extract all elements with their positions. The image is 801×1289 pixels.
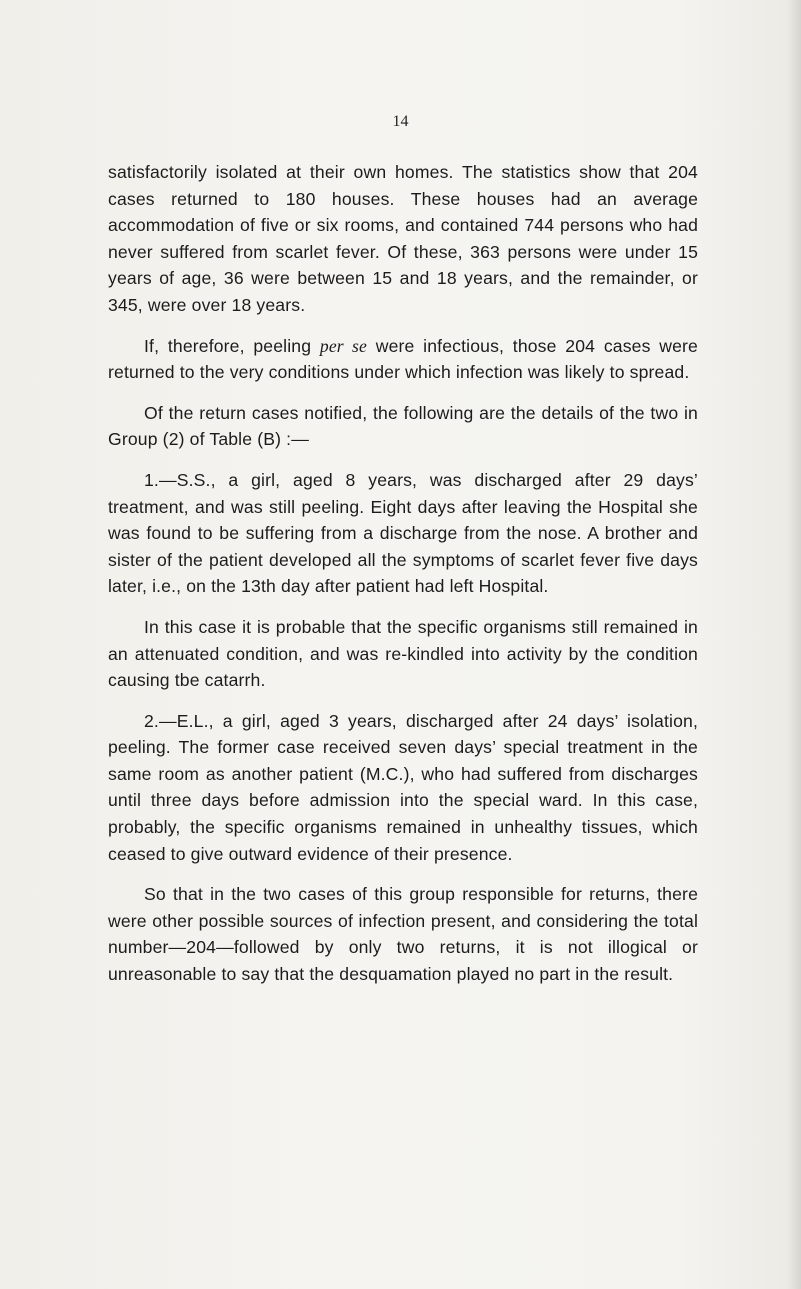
paragraph-case-2: 2.—E.L., a girl, aged 3 years, discharged after 24 days’ isolation, peeling. The former case received seven days’ special treatment in the same room as another patient (M.C.), who had suffered from discharges until three days before admission into the special ward. In this case, probably, the specific organisms remained in unhealthy tissues, which ceased to give outward evidence of their presence. xyxy=(108,710,698,864)
page-edge-shadow xyxy=(787,0,801,1289)
latin-emphasis: per se xyxy=(319,335,367,356)
paragraph-text-part: If, therefore, peeling xyxy=(144,335,320,356)
paragraph-case-1: 1.—S.S., a girl, aged 8 years, was discharged after 29 days’ treatment, and was still peeling. Eight days after leaving the Hospital she was found to be suffering from a discharge from the nose. A brother and sister of the patient developed all the symptoms of scarlet fever five days later, i.e., on the 13th day after patient had left Hospital. xyxy=(108,469,698,597)
paragraph-conclusion: So that in the two cases of this group responsible for returns, there were other possible sources of infection present, and considering the total number—204—followed by only two returns, it is not illogical or unreasonable to say that the desquamation played no part in the result. xyxy=(108,884,698,985)
paragraph-peeling-infectious xyxy=(108,333,698,386)
paragraph-continuation: satisfactorily isolated at their own homes. The statistics show that 204 cases returned to 180 houses. These houses had an average accommodation of five or six rooms, and contained 744 persons who had never suffered from scarlet fever. Of these, 363 persons were under 15 years of age, 36 were between 15 and 18 years, and the remainder, or 345, were over 18 years. xyxy=(108,162,698,315)
paragraph-case-1-comment: In this case it is probable that the specific organisms still remained in an attenuated condition, and was re-kindled into activity by the condition causing tbe catarrh. xyxy=(108,616,698,691)
page-number: 14 xyxy=(392,113,409,130)
paragraph-return-cases-intro: Of the return cases notified, the following are the details of the two in Group (2) of Table (B) :— xyxy=(108,402,698,450)
paragraph-text-part: were infectious, those 204 cases were returned to the very conditions under which infection was likely to spread. xyxy=(108,335,698,383)
body-text xyxy=(108,159,698,1002)
